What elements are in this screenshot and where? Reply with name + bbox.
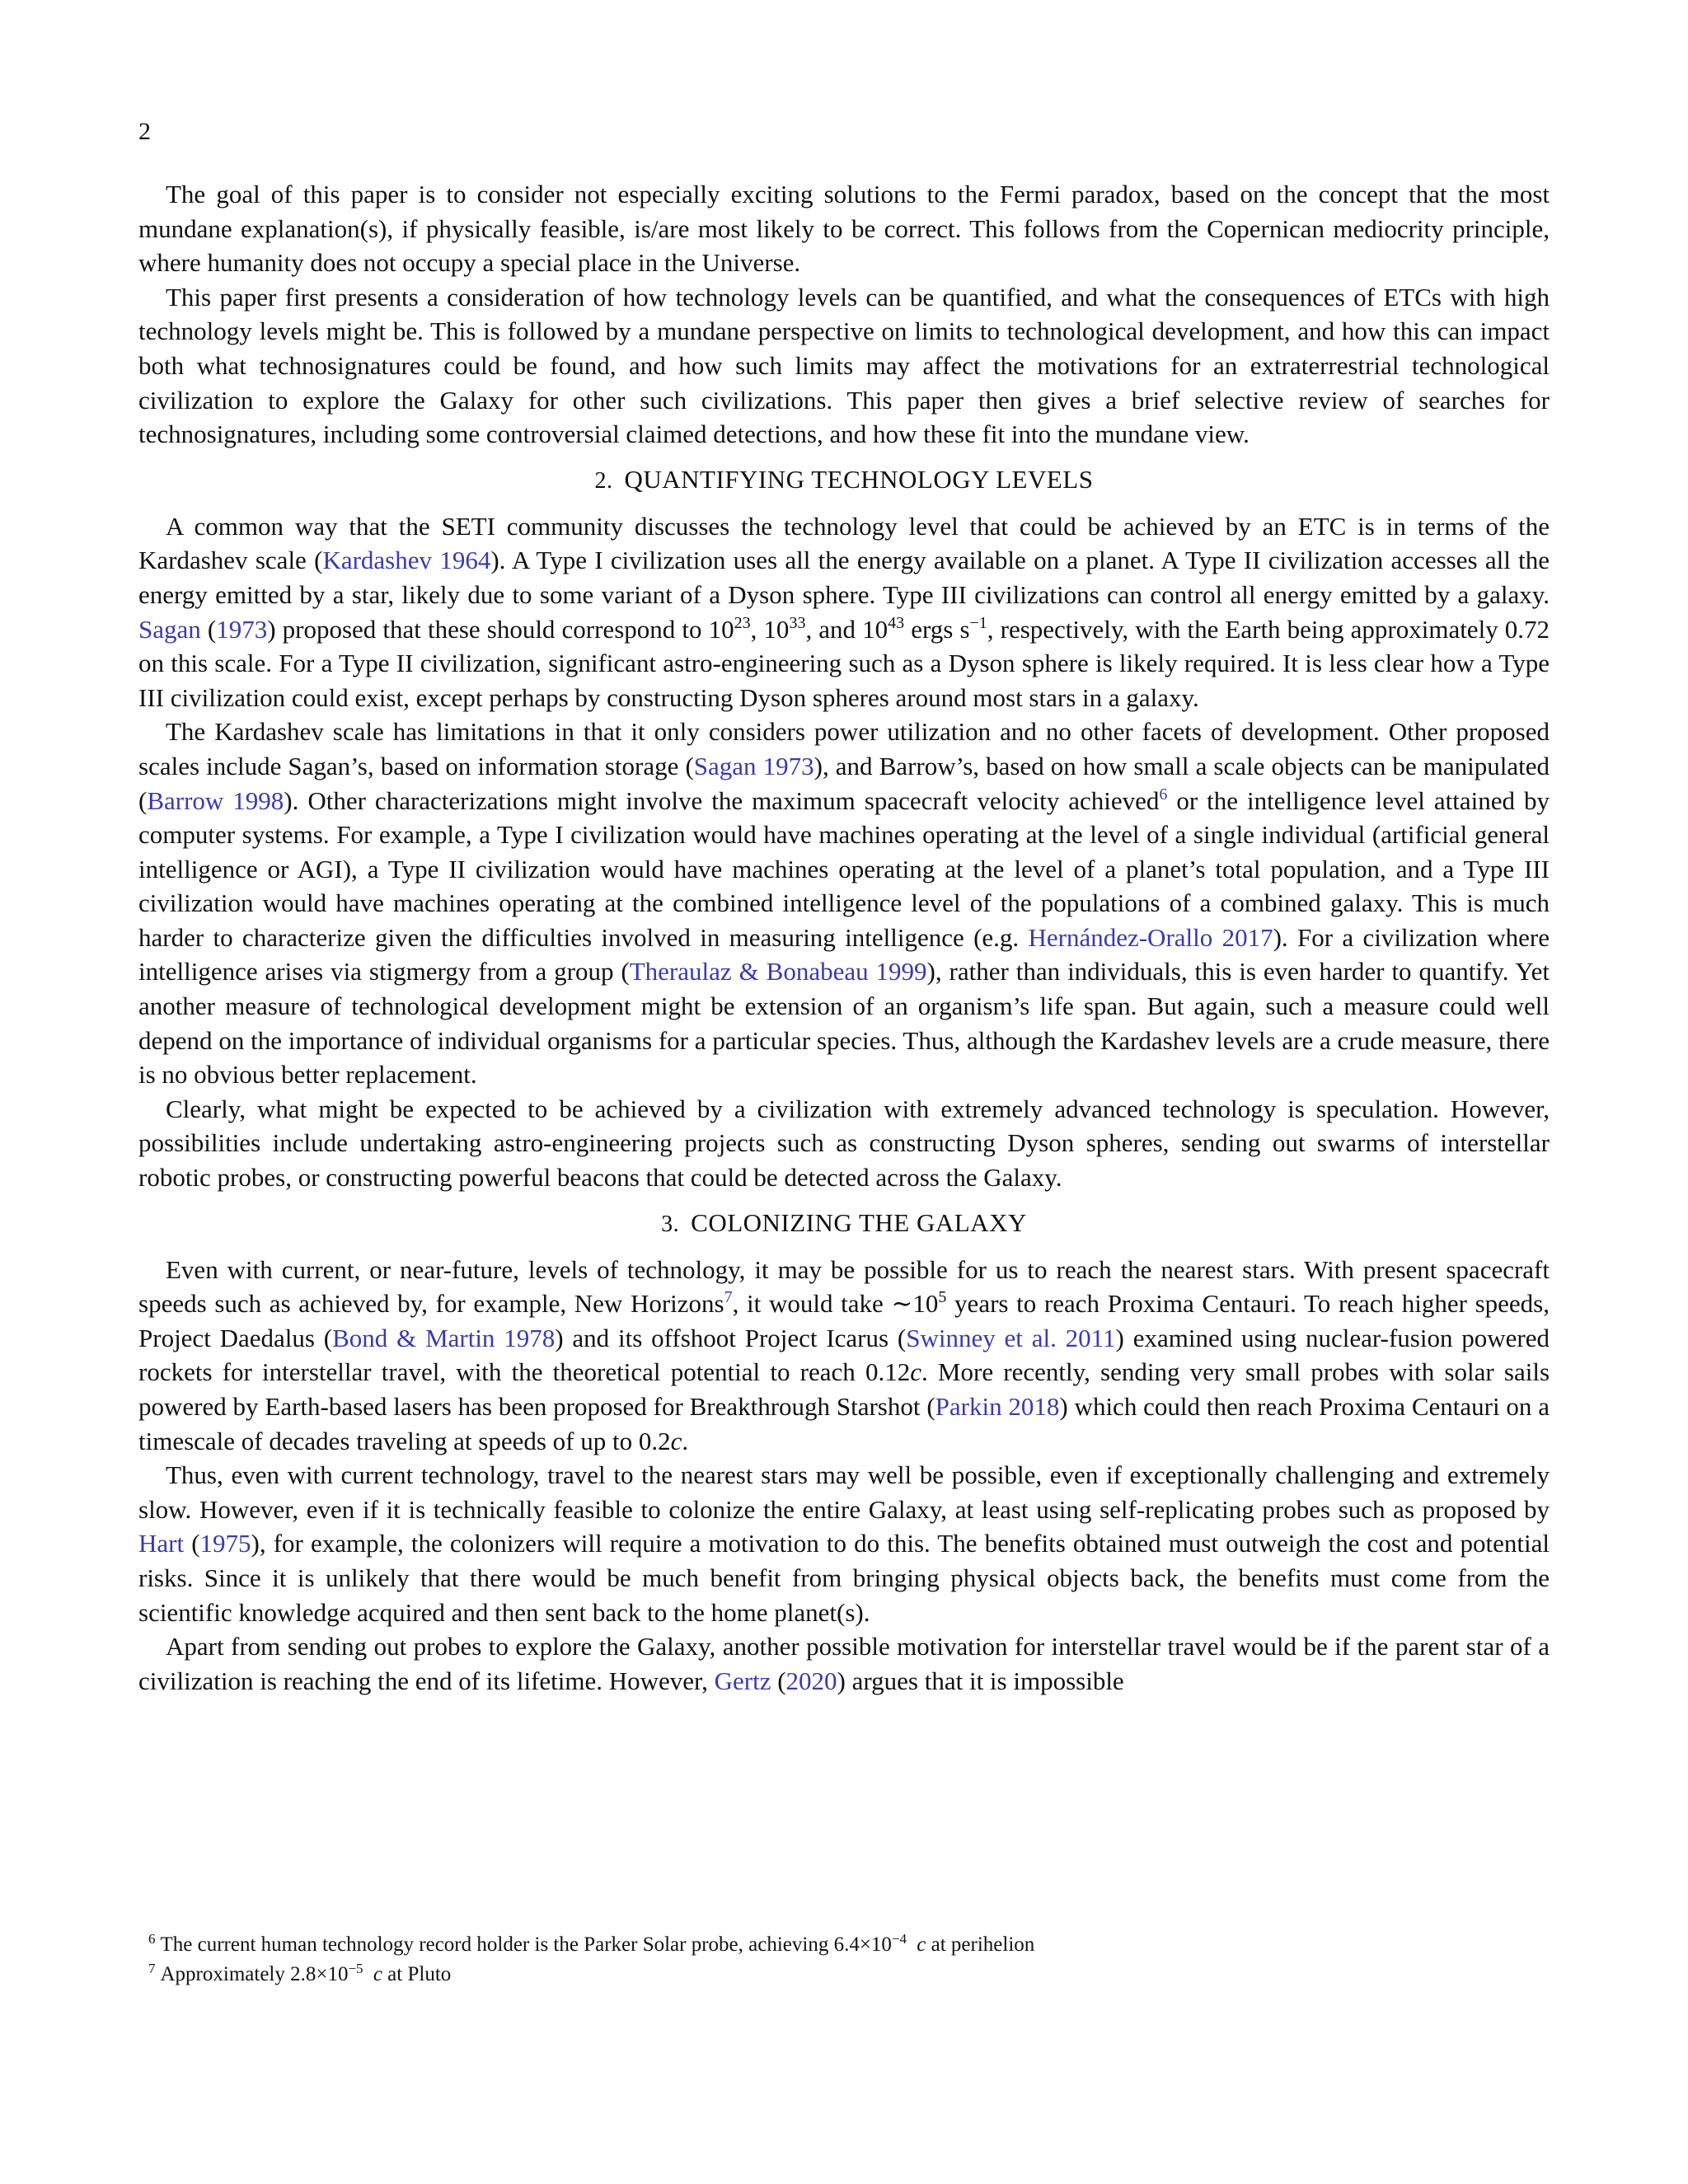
exponent: 5 <box>938 1288 947 1307</box>
intro-paragraph-1: The goal of this paper is to consider not especially exciting solutions to the Fermi paradox, based on the concept that the most mundane explanation(s), if physically feasible, is/are most likely to be correct. This follows from the Copernican mediocrity principle, where humanity does not occupy a special place in the Universe. <box>138 180 1550 278</box>
footnote-mark: 7 <box>148 1961 156 1976</box>
footnote-marker[interactable]: 6 <box>1159 785 1168 804</box>
citation-year-link[interactable]: 1973 <box>216 614 268 644</box>
section3-paragraph-3: Apart from sending out probes to explore the Galaxy, another possible motivation for interstellar travel would be if the parent star of a civilization is reaching the end of its lifetime. However, Gertz (2020) argues that it is impossible <box>138 1632 1550 1695</box>
exponent: 33 <box>789 613 806 632</box>
citation-link[interactable]: Hart <box>138 1529 185 1558</box>
speed-of-light-symbol: c <box>910 1357 921 1387</box>
section-title: COLONIZING THE GALAXY <box>691 1207 1027 1237</box>
section-title: QUANTIFYING TECHNOLOGY LEVELS <box>624 464 1094 494</box>
citation-link[interactable]: Theraulaz & Bonabeau 1999 <box>629 957 927 987</box>
citation-link[interactable]: Bond & Martin 1978 <box>332 1323 556 1352</box>
section-number: 3. <box>661 1211 680 1237</box>
exponent: −4 <box>891 1931 907 1947</box>
speed-of-light-symbol: c <box>917 1933 926 1956</box>
section2-paragraph-1: A common way that the SETI community discusses the technology level that could be achieved by an ETC is in terms of the Kardashev scale (Kardashev 1964). A Type I civilization uses all the energy available on a planet. A Type II civilization accesses all the energy emitted by a star, likely due to some variant of a Dyson sphere. Type III civilizations can control all energy emitted by a galaxy. Sagan (1973) proposed that these should correspond to $10^{23}$, $10^{33}$, and $10^{43}$ ergs $s^{-1}$, respectively, with the Earth being approximately 0.72 on this scale. For a Type II civilization, significant astro-engineering such as a Dyson sphere is likely required. It is less clear how a Type III civilization could exist, except perhaps by constructing Dyson spheres around most stars in a galaxy. <box>138 511 1550 712</box>
citation-year-link[interactable]: 2020 <box>785 1666 837 1695</box>
citation-link[interactable]: Gertz <box>714 1666 771 1695</box>
footnote-6: $^6$ The current human technology record holder is the Parker Solar probe, achieving $6.4\times 10^{-4}$ c at perihelion <box>148 1931 1035 1956</box>
section-number: 2. <box>594 467 613 494</box>
footnotes <box>148 1930 1550 1990</box>
section3-paragraph-2: Thus, even with current technology, travel to the nearest stars may well be possible, even if exceptionally challenging and extremely slow. However, even if it is technically feasible to colonize the entire Galaxy, at least using self-replicating probes such as proposed by Hart (1975), for example, the colonizers will require a motivation to do this. The benefits obtained must outweigh the cost and potential risks. Since it is unlikely that there would be much benefit from bringing physical objects back, the benefits must come from the scientific knowledge acquired and then sent back to the home planet(s). <box>138 1460 1550 1627</box>
section2-paragraph-3: Clearly, what might be expected to be achieved by a civilization with extremely advanced technology is speculation. However, possibilities include undertaking astro-engineering projects such as constructing Dyson spheres, sending out swarms of interstellar robotic probes, or constructing powerful beacons that could be detected across the Galaxy. <box>138 1094 1550 1193</box>
exponent: −1 <box>969 613 987 632</box>
body-text <box>138 177 1550 1698</box>
page-number: 2 <box>138 118 151 145</box>
citation-link[interactable]: Barrow 1998 <box>147 785 284 815</box>
section-heading-3 <box>138 1207 1550 1241</box>
citation-link[interactable]: Sagan 1973 <box>693 751 814 780</box>
footnote-marker[interactable]: 7 <box>724 1288 733 1307</box>
citation-link[interactable]: Parkin 2018 <box>935 1392 1060 1421</box>
exponent: 43 <box>888 613 905 632</box>
citation-link[interactable]: Kardashev 1964 <box>322 546 491 575</box>
citation-link[interactable]: Sagan <box>138 614 201 644</box>
citation-year-link[interactable]: 1975 <box>199 1529 251 1558</box>
section-heading-2 <box>138 463 1550 498</box>
citation-link[interactable]: Swinney et al. 2011 <box>906 1323 1116 1352</box>
exponent: 23 <box>734 613 751 632</box>
footnote-mark: 6 <box>148 1931 156 1947</box>
footnote-7: $^7$ Approximately $2.8\times 10^{-5}$ c at Pluto <box>148 1961 452 1985</box>
intro-paragraph-2: This paper first presents a consideration of how technology levels can be quantified, and what the consequences of ETCs with high technology levels might be. This is followed by a mundane perspective on limits to technological development, and how this can impact both what technosignatures could be found, and how such limits may affect the motivations for an extraterrestrial technological civilization to explore the Galaxy for other such civilizations. This paper then gives a brief selective review of searches for technosignatures, including some controversial claimed detections, and how these fit into the mundane view. <box>138 282 1550 449</box>
exponent: −5 <box>348 1961 363 1976</box>
citation-link[interactable]: Hernández-Orallo 2017 <box>1028 922 1273 952</box>
section2-paragraph-2: The Kardashev scale has limitations in that it only considers power utilization and no other facets of development. Other proposed scales include Sagan’s, based on information storage (Sagan 1973), and Barrow’s, based on how small a scale objects can be manipulated (Barrow 1998). Other characterizations might involve the maximum spacecraft velocity achieved$^6$ or the intelligence level attained by computer systems. For example, a Type I civilization would have machines operating at the level of a single individual (artificial general intelligence or AGI), a Type II civilization would have machines operating at the level of a planet’s total population, and a Type III civilization would have machines operating at the combined intelligence level of the populations of a combined galaxy. This is much harder to characterize given the difficulties involved in measuring intelligence (e.g. Hernández-Orallo 2017). For a civilization where intelligence arises via stigmergy from a group (Theraulaz & Bonabeau 1999), rather than individuals, this is even harder to quantify. Yet another measure of technological development might be extension of an organism’s life span. But again, such a measure could well depend on the importance of individual organisms for a particular species. Thus, although the Kardashev levels are a crude measure, there is no obvious better replacement. <box>138 717 1550 1090</box>
section3-paragraph-1: Even with current, or near-future, levels of technology, it may be possible for us to reach the nearest stars. With present spacecraft speeds such as achieved by, for example, New Horizons$^7$, it would take $\sim 10^5$ years to reach Proxima Centauri. To reach higher speeds, Project Daedalus (Bond & Martin 1978) and its offshoot Project Icarus (Swinney et al. 2011) examined using nuclear-fusion powered rockets for interstellar travel, with the theoretical potential to reach 0.12c. More recently, sending very small probes with solar sails powered by Earth-based lasers has been proposed for Breakthrough Starshot (Parkin 2018) which could then reach Proxima Centauri on a timescale of decades traveling at speeds of up to 0.2c. <box>138 1254 1550 1455</box>
speed-of-light-symbol: c <box>373 1963 382 1985</box>
speed-of-light-symbol: c <box>670 1426 682 1455</box>
